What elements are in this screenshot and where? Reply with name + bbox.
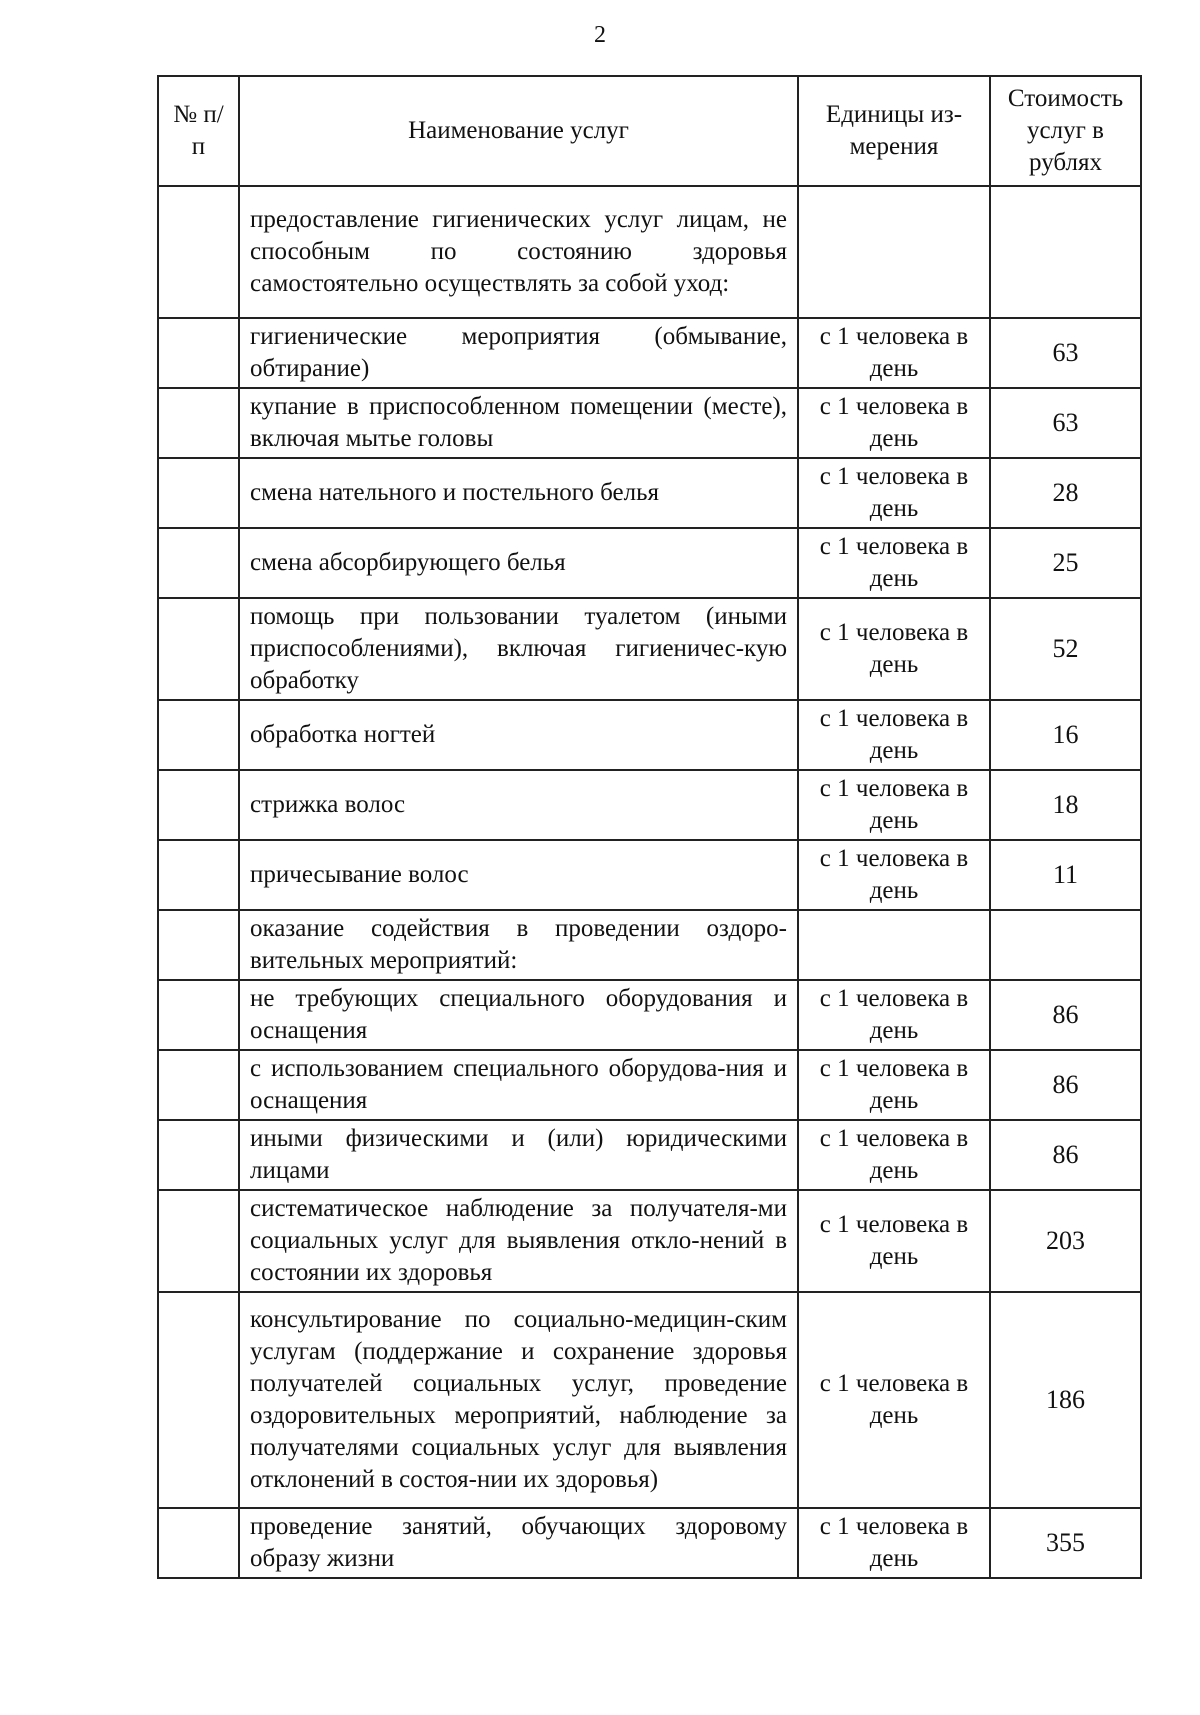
cell-unit: с 1 человека в день	[798, 388, 990, 458]
cell-cost: 186	[990, 1292, 1141, 1508]
cell-unit: с 1 человека в день	[798, 840, 990, 910]
table-row	[158, 1508, 1141, 1578]
cell-cost: 25	[990, 528, 1141, 598]
header-name: Наименование услуг	[239, 76, 798, 186]
cell-service-name: предоставление гигиенических услуг лицам, не способным по состоянию здоровья самостоятельно осуществлять за собой уход:	[239, 186, 798, 318]
cell-unit: с 1 человека в день	[798, 1050, 990, 1120]
table-row	[158, 770, 1141, 840]
table-row	[158, 528, 1141, 598]
cell-num	[158, 318, 239, 388]
cell-cost: 28	[990, 458, 1141, 528]
cell-service-name: гигиенические мероприятия (обмывание, обтирание)	[239, 318, 798, 388]
cell-num	[158, 1508, 239, 1578]
header-row	[158, 76, 1141, 186]
cell-num	[158, 980, 239, 1050]
cell-cost: 86	[990, 1050, 1141, 1120]
cell-service-name: купание в приспособленном помещении (месте), включая мытье головы	[239, 388, 798, 458]
table-row	[158, 840, 1141, 910]
cell-unit: с 1 человека в день	[798, 598, 990, 700]
cell-cost	[990, 910, 1141, 980]
cell-num	[158, 1120, 239, 1190]
cell-cost: 86	[990, 980, 1141, 1050]
cell-unit: с 1 человека в день	[798, 528, 990, 598]
cell-num	[158, 700, 239, 770]
cell-num	[158, 770, 239, 840]
cell-service-name: систематическое наблюдение за получателя-ми социальных услуг для выявления откло-нений в состоянии их здоровья	[239, 1190, 798, 1292]
cell-cost: 63	[990, 318, 1141, 388]
cell-service-name: иными физическими и (или) юридическими лицами	[239, 1120, 798, 1190]
cell-num	[158, 840, 239, 910]
table-row	[158, 598, 1141, 700]
page-number: 2	[594, 22, 606, 48]
cell-cost: 16	[990, 700, 1141, 770]
table-row	[158, 186, 1141, 318]
table-row	[158, 910, 1141, 980]
cell-cost: 86	[990, 1120, 1141, 1190]
cell-service-name: помощь при пользовании туалетом (иными приспособлениями), включая гигиеничес-кую обработку	[239, 598, 798, 700]
cell-unit: с 1 человека в день	[798, 1120, 990, 1190]
services-price-table	[157, 75, 1142, 1579]
cell-cost: 52	[990, 598, 1141, 700]
cell-num	[158, 1190, 239, 1292]
table-row	[158, 1120, 1141, 1190]
cell-service-name: смена абсорбирующего белья	[239, 528, 798, 598]
header-unit: Единицы из-мерения	[798, 76, 990, 186]
cell-unit: с 1 человека в день	[798, 458, 990, 528]
cell-num	[158, 528, 239, 598]
cell-service-name: причесывание волос	[239, 840, 798, 910]
table-row	[158, 458, 1141, 528]
table-row	[158, 388, 1141, 458]
cell-cost: 355	[990, 1508, 1141, 1578]
cell-service-name: обработка ногтей	[239, 700, 798, 770]
cell-unit: с 1 человека в день	[798, 318, 990, 388]
cell-cost: 18	[990, 770, 1141, 840]
cell-unit: с 1 человека в день	[798, 980, 990, 1050]
cell-unit	[798, 186, 990, 318]
cell-cost: 11	[990, 840, 1141, 910]
cell-service-name: не требующих специального оборудования и оснащения	[239, 980, 798, 1050]
header-num: № п/п	[158, 76, 239, 186]
cell-num	[158, 598, 239, 700]
cell-service-name: проведение занятий, обучающих здоровому образу жизни	[239, 1508, 798, 1578]
cell-unit	[798, 910, 990, 980]
cell-service-name: смена нательного и постельного белья	[239, 458, 798, 528]
cell-service-name: консультирование по социально-медицин-ским услугам (поддержание и сохранение здоровья получателей социальных услуг, проведение оздоровительных мероприятий, наблюдение за получателями социальных услуг для выявления отклонений в состоя-нии их здоровья)	[239, 1292, 798, 1508]
cell-service-name: оказание содействия в проведении оздоро-вительных мероприятий:	[239, 910, 798, 980]
cell-cost	[990, 186, 1141, 318]
cell-unit: с 1 человека в день	[798, 770, 990, 840]
cell-cost: 63	[990, 388, 1141, 458]
table-row	[158, 700, 1141, 770]
cell-num	[158, 458, 239, 528]
cell-unit: с 1 человека в день	[798, 1190, 990, 1292]
cell-num	[158, 1292, 239, 1508]
table-row	[158, 1190, 1141, 1292]
cell-num	[158, 910, 239, 980]
cell-num	[158, 1050, 239, 1120]
cell-cost: 203	[990, 1190, 1141, 1292]
cell-num	[158, 388, 239, 458]
cell-num	[158, 186, 239, 318]
cell-unit: с 1 человека в день	[798, 1508, 990, 1578]
cell-unit: с 1 человека в день	[798, 700, 990, 770]
cell-unit: с 1 человека в день	[798, 1292, 990, 1508]
cell-service-name: с использованием специального оборудова-ния и оснащения	[239, 1050, 798, 1120]
table-row	[158, 318, 1141, 388]
table-row	[158, 1050, 1141, 1120]
header-cost: Стоимость услуг в рублях	[990, 76, 1141, 186]
table-row	[158, 1292, 1141, 1508]
table-row	[158, 980, 1141, 1050]
cell-service-name: стрижка волос	[239, 770, 798, 840]
